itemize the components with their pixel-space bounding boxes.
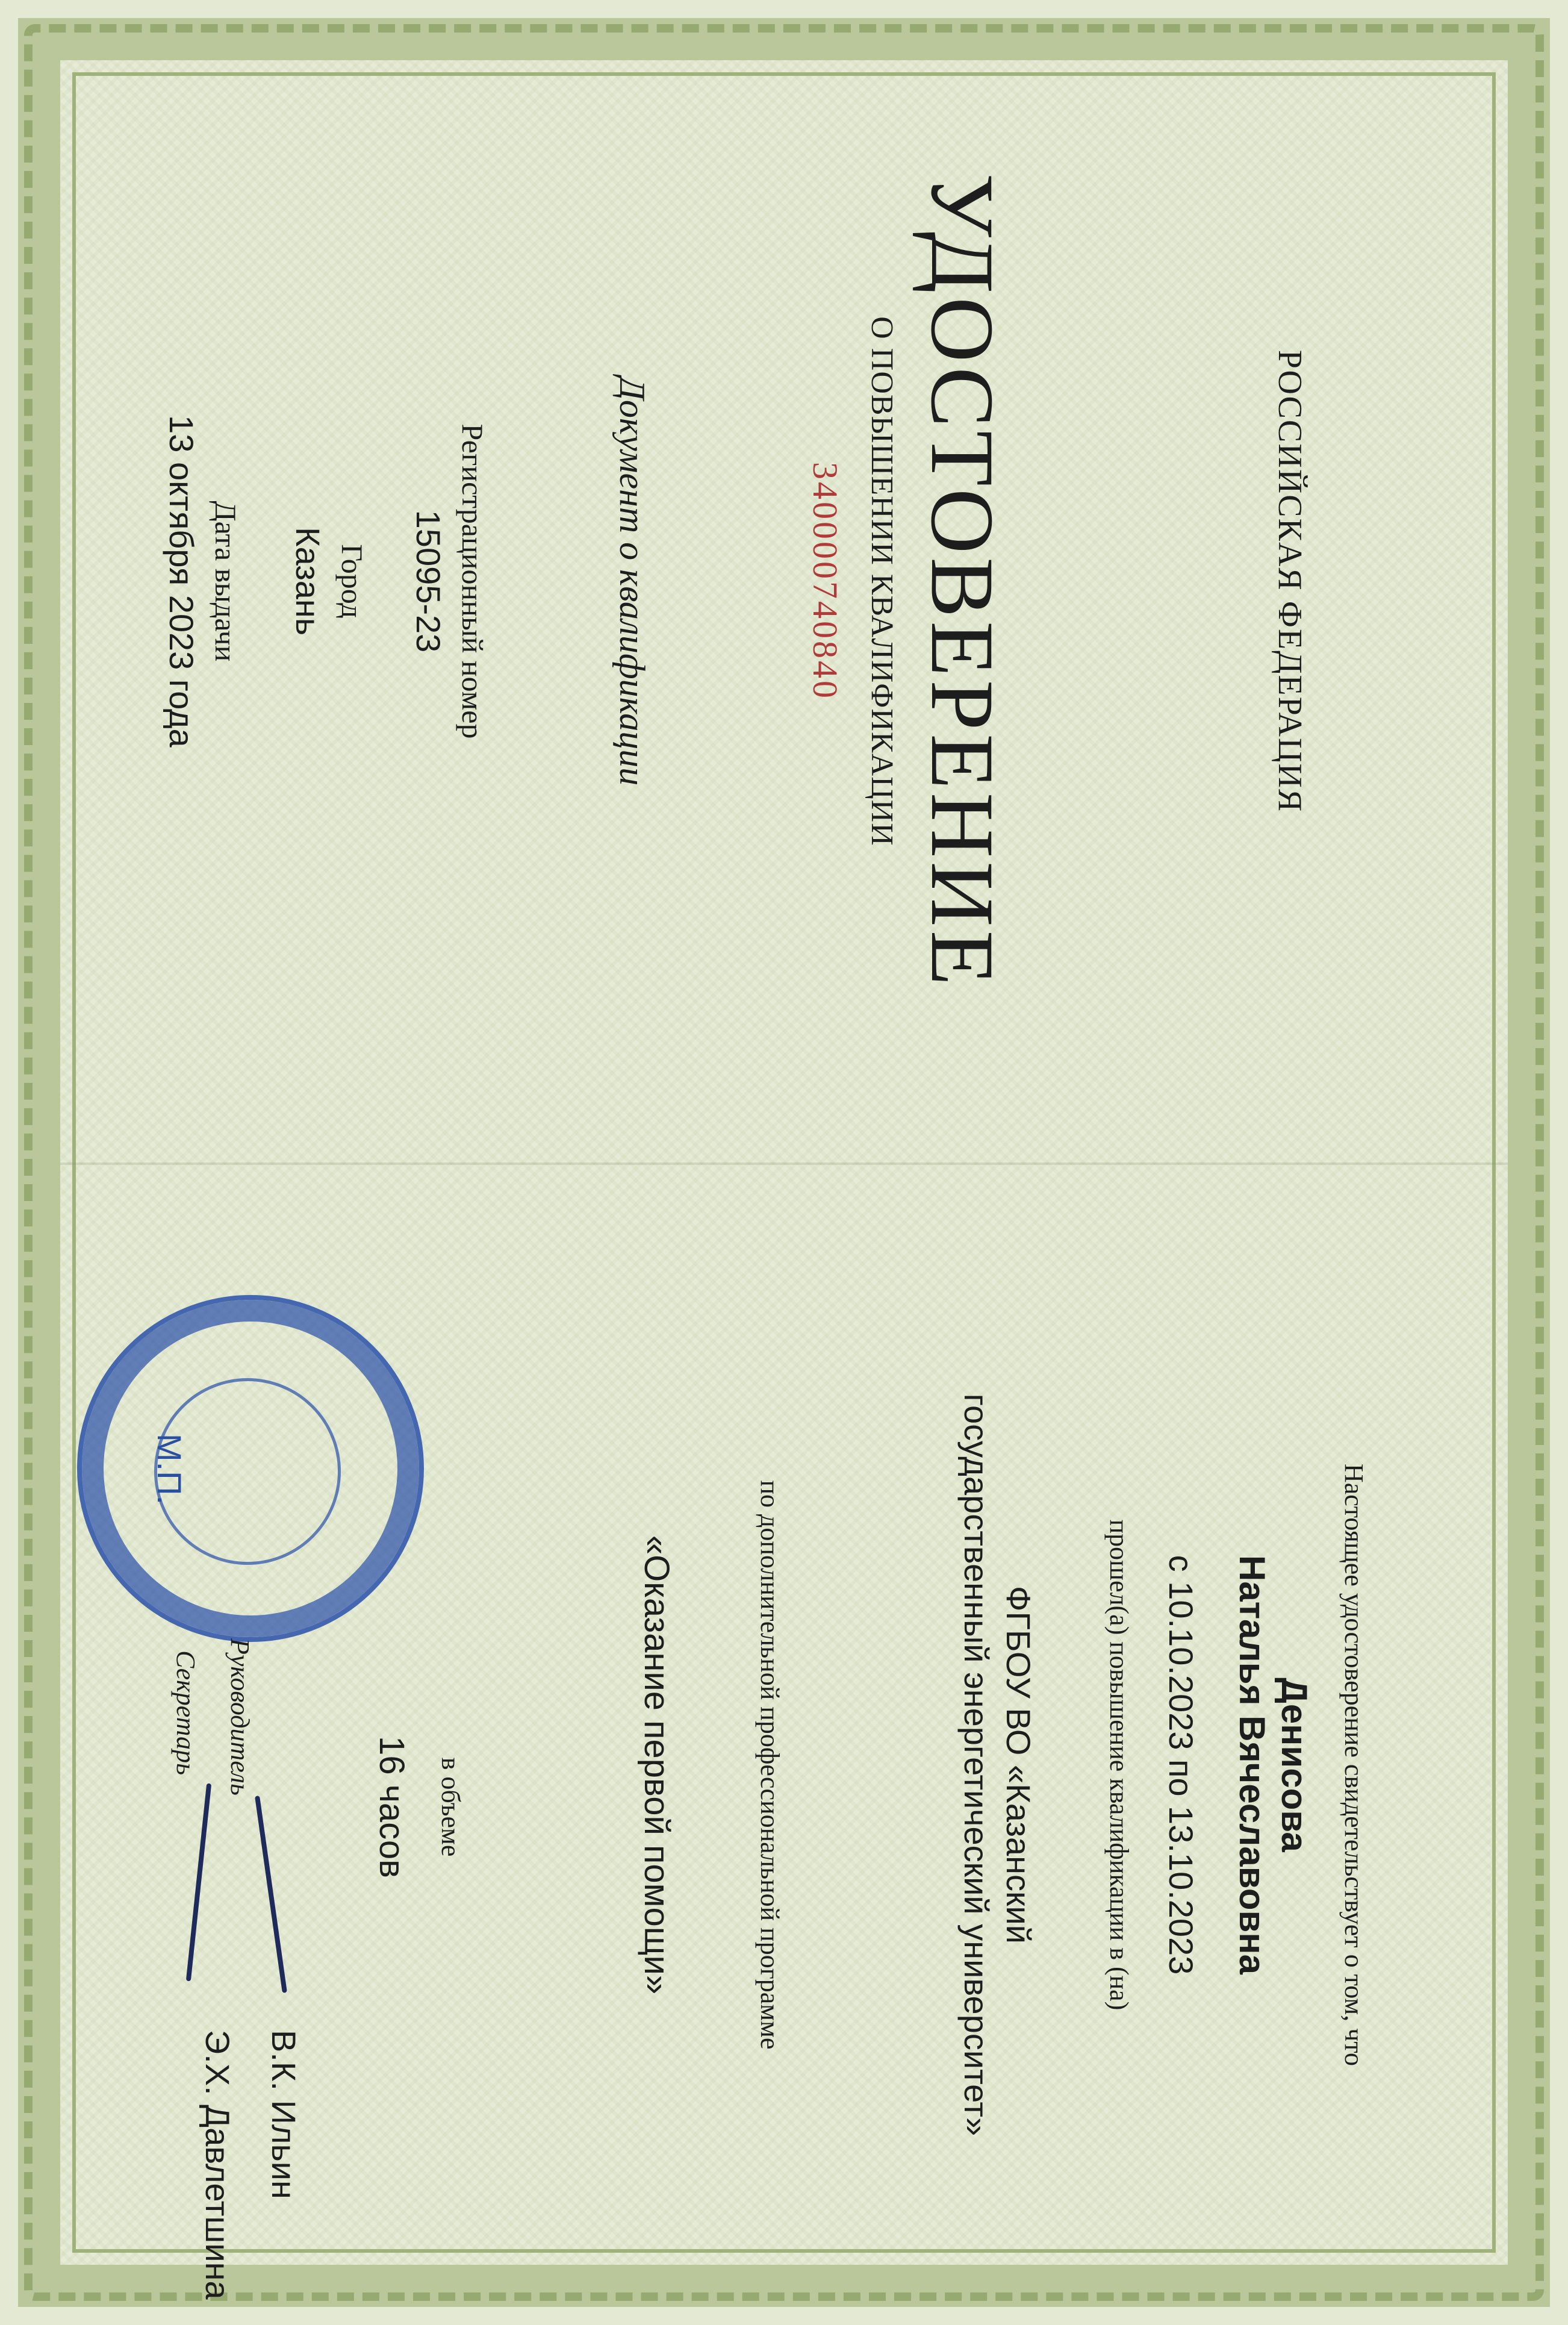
holder-given-names: Наталья Вячеславовна	[1232, 1555, 1272, 1974]
city-value: Казань	[289, 526, 327, 636]
country-heading: РОССИЙСКАЯ ФЕДЕРАЦИЯ	[1271, 349, 1308, 813]
intro-text: Настоящее удостоверение свидетельствует о том, что	[1339, 1463, 1369, 2067]
stamp-mark: М.П.	[151, 1434, 188, 1505]
head-name: В.К. Ильин	[265, 2030, 303, 2199]
issue-date: 13 октября 2023 года	[163, 415, 201, 747]
program-label: по дополнительной профессиональной программе	[755, 1480, 785, 2050]
passed-text: прошел(а) повышение квалификации в (на)	[1104, 1519, 1134, 2011]
blank-number: 340000740840	[806, 462, 845, 701]
holder-surname: Денисова	[1274, 1677, 1314, 1852]
city-label: Город	[335, 544, 369, 619]
secretary-role: Секретарь	[171, 1650, 201, 1776]
issue-date-label: Дата выдачи	[209, 501, 243, 662]
fold-line	[60, 1162, 1508, 1165]
head-role: Руководитель	[225, 1638, 255, 1796]
document-kind: Документ о квалификации	[612, 376, 652, 786]
secretary-name: Э.Х. Давлетшина	[199, 2030, 237, 2300]
program-name: «Оказание первой помощи»	[637, 1535, 676, 1995]
volume-label: в объеме	[436, 1757, 465, 1857]
training-period: с 10.10.2023 по 13.10.2023	[1162, 1555, 1200, 1975]
registration-number: 15095-23	[409, 510, 447, 653]
volume-value: 16 часов	[372, 1736, 411, 1878]
document-subtitle: О ПОВЫШЕНИИ КВАЛИФИКАЦИИ	[865, 316, 899, 846]
document-title: УДОСТОВЕРЕНИЕ	[912, 173, 1012, 990]
organization-line-2: государственный энергетический университет»	[957, 1393, 995, 2136]
registration-label: Регистрационный номер	[456, 423, 490, 739]
organization-line-1: ФГБОУ ВО «Казанский	[1000, 1585, 1038, 1944]
official-seal	[77, 1295, 424, 1642]
